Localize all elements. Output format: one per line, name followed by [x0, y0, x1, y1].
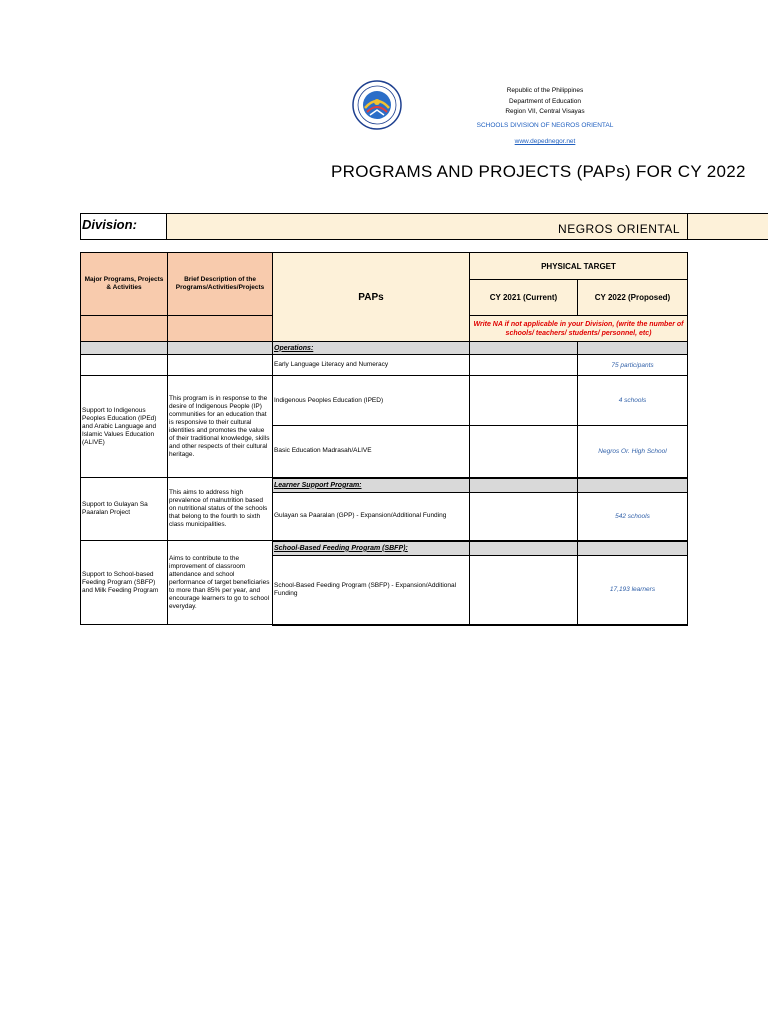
section-row-sbfp	[81, 541, 688, 556]
division-value: NEGROS ORIENTAL	[558, 222, 680, 236]
header-cy2021: CY 2021 (Current)	[470, 280, 578, 316]
header-physical-target: PHYSICAL TARGET	[470, 253, 688, 280]
header-paps: PAPs	[273, 253, 470, 342]
pap-elln: Early Language Literacy and Numeracy	[273, 355, 470, 376]
table-row	[81, 376, 688, 426]
program-iped-alive: Support to Indigenous Peoples Education (IPEd) and Arabic Language and Islamic Values Education (ALIVE)	[81, 376, 168, 478]
document-title: PROGRAMS AND PROJECTS (PAPs) FOR CY 2022	[331, 162, 746, 181]
section-row-learner-support	[81, 478, 688, 493]
division-office-line: SCHOOLS DIVISION OF NEGROS ORIENTAL	[476, 122, 614, 129]
section-operations-label: Operations:	[273, 342, 470, 355]
target-alive-2022: Negros Or. High School	[578, 426, 688, 478]
section-row-operations	[81, 342, 688, 355]
section-learner-support-label: Learner Support Program:	[273, 478, 470, 493]
target-sbfp-2022: 17,193 learners	[578, 556, 688, 625]
description-iped-alive: This program is in response to the desire of Indigenous People (IP) communities for an education that is responsive to their cultural identities and promotes the value of their traditional knowledge, skills and other respects of their cultural heritage.	[168, 376, 273, 478]
pap-alive: Basic Education Madrasah/ALIVE	[273, 426, 470, 478]
division-bar-divider	[687, 213, 688, 240]
deped-seal-logo	[352, 80, 402, 130]
section-sbfp-label: School-Based Feeding Program (SBFP):	[273, 541, 470, 556]
division-label: Division:	[82, 217, 137, 232]
header-brief-spacer	[168, 316, 273, 342]
target-elln-2022: 75 participants	[578, 355, 688, 376]
republic-line: Republic of the Philippines	[506, 87, 584, 94]
paps-table	[80, 252, 688, 626]
header-cy2022: CY 2022 (Proposed)	[578, 280, 688, 316]
region-line: Region VII, Central Visayas	[505, 108, 585, 115]
table-row	[81, 355, 688, 376]
target-gpp-2022: 542 schools	[578, 493, 688, 541]
program-gpp: Support to Gulayan Sa Paaralan Project	[81, 478, 168, 541]
header-brief-description: Brief Description of the Programs/Activities/Projects	[168, 253, 273, 316]
pap-iped: Indigenous Peoples Education (IPED)	[273, 376, 470, 426]
department-line: Department of Education	[509, 98, 581, 105]
pap-gpp: Gulayan sa Paaralan (GPP) - Expansion/Additional Funding	[273, 493, 470, 541]
description-gpp: This aims to address high prevalence of malnutrition based on nutritional status of the schools that belong to the fourth to sixth class municipalities.	[168, 478, 273, 541]
instruction-note: Write NA if not applicable in your Division, (write the number of schools/ teachers/ students/ personnel, etc)	[470, 316, 688, 342]
pap-sbfp: School-Based Feeding Program (SBFP) - Expansion/Additional Funding	[273, 556, 470, 625]
header-major-programs: Major Programs, Projects & Activities	[81, 253, 168, 316]
target-iped-2022: 4 schools	[578, 376, 688, 426]
description-sbfp: Aims to contribute to the improvement of classroom attendance and school performance of target beneficiaries to more than 85% per year, and encourage learners to go to school everyday.	[168, 541, 273, 625]
program-sbfp: Support to School-based Feeding Program (SBFP) and Milk Feeding Program	[81, 541, 168, 625]
website-link[interactable]: www.depednegor.net	[514, 138, 576, 145]
header-major-spacer	[81, 316, 168, 342]
